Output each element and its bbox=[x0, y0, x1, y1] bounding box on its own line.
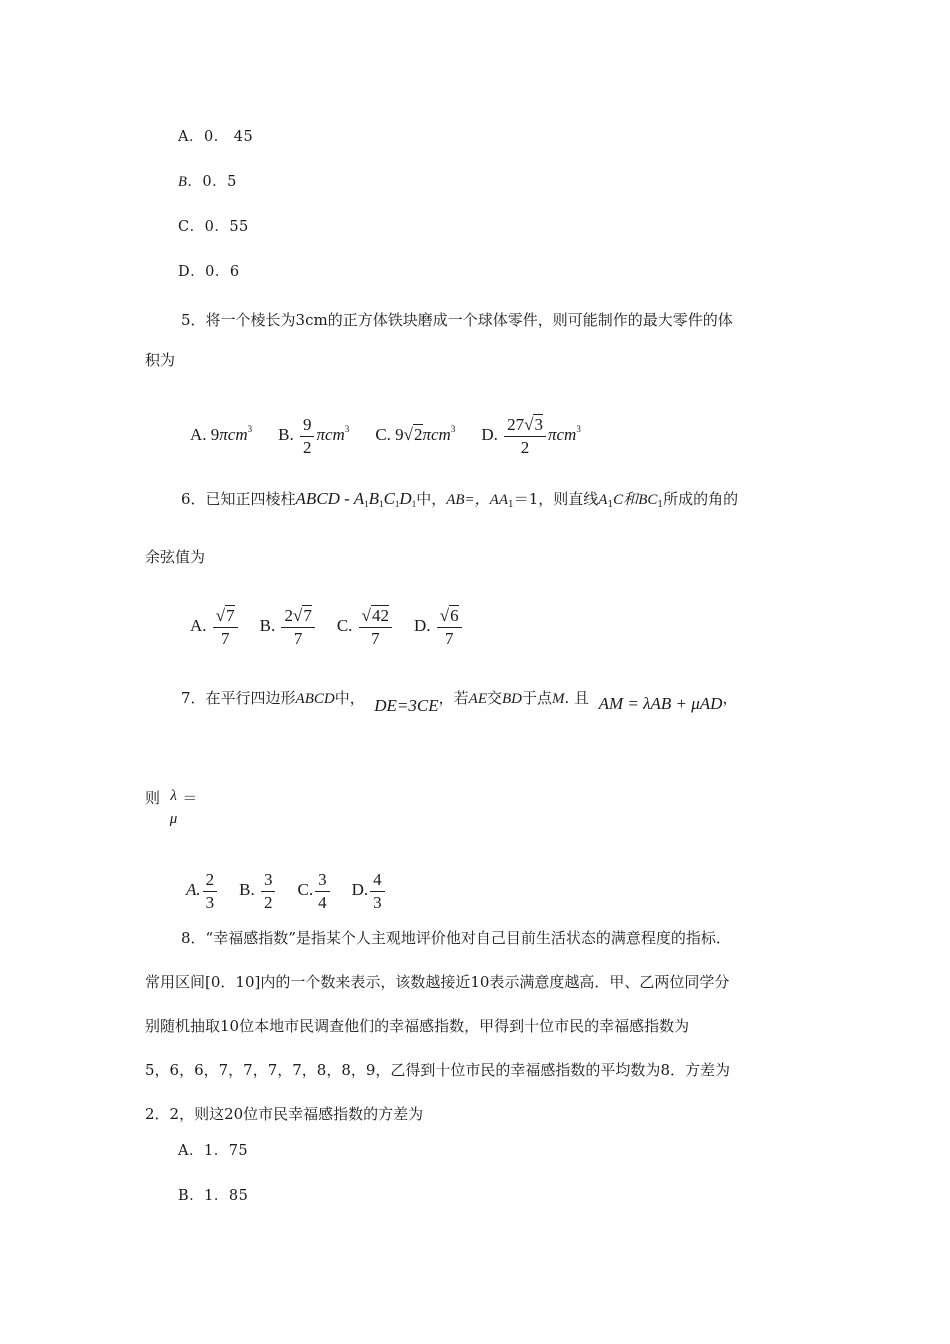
q8-line4: 5，6，6，7，7，7，7，8，8，9，乙得到十位市民的幸福感指数的平均数为8．方差为 bbox=[145, 1061, 730, 1079]
q7-option-a: A. $\frac{2}{3}$ bbox=[186, 865, 219, 915]
q8-line2: 常用区间[0．10]内的一个数来表示，该数越接近10表示满意度越高．甲、乙两位同学分 bbox=[145, 973, 730, 991]
q8-option-b: B．1．85 bbox=[178, 1188, 249, 1204]
q6-option-c: C. $\frac{√42}{7}$ bbox=[337, 601, 394, 651]
q7-vector-eq: AM = λAB + μAD bbox=[598, 694, 723, 713]
q6-options bbox=[190, 600, 464, 652]
q4-option-d: D．0．6 bbox=[178, 264, 240, 280]
q8-line3: 别随机抽取10位本地市民调查他们的幸福感指数，甲得到十位市民的幸福感指数为 bbox=[145, 1017, 690, 1035]
q7-option-c: C. $\frac{3}{4}$ bbox=[297, 865, 331, 915]
q7-de-eq: DE=3CE bbox=[374, 696, 439, 715]
q5-options bbox=[190, 406, 581, 458]
q4-option-b-text: ．0．5 bbox=[187, 174, 237, 190]
q8-line5: 2．2，则这20位市民幸福感指数的方差为 bbox=[145, 1105, 424, 1123]
q5-option-d: D. $\frac{27√3}{2}$ πcm$^3$ bbox=[481, 414, 581, 457]
q6-option-d: D. $\frac{√6}{7}$ bbox=[414, 601, 464, 651]
q4-option-a: A．0． 45 bbox=[178, 129, 254, 145]
q4-option-c: C．0．55 bbox=[178, 219, 249, 235]
q4-option-b bbox=[178, 172, 237, 192]
q7-option-d: D. $\frac{4}{3}$ bbox=[352, 865, 387, 915]
q5-option-a: A. 9πcm$^3$ bbox=[190, 424, 253, 444]
q7-options bbox=[186, 864, 387, 916]
q7-stem-line2: 则 λ μ ＝ bbox=[145, 788, 197, 836]
q7-lambda-over-mu: λ μ bbox=[169, 788, 178, 827]
q8-option-a: A．1．75 bbox=[178, 1143, 249, 1159]
q5-option-c: C. 9√2πcm$^3$ bbox=[375, 424, 456, 444]
q6-stem-line1: 6．已知正四棱柱ABCD - $A_1B_1C_1D_1$中，AB=，$AA_1=1$，则直线$A_1C$和$BC_1$所成的角的 bbox=[181, 489, 739, 510]
q4-option-b-letter: B bbox=[178, 174, 188, 190]
q7-option-b: B. $\frac{3}{2}$ bbox=[239, 865, 277, 915]
q6-option-a: A. $\frac{√7}{7}$ bbox=[190, 601, 240, 651]
q6-stem-line2: 余弦值为 bbox=[145, 548, 206, 566]
q6-prism: ABCD - $A_1B_1C_1D_1$ bbox=[295, 489, 417, 509]
q5-option-b: B. $\frac{9}{2}$ πcm$^3$ bbox=[278, 414, 350, 457]
q7-stem-line1: 7．在平行四边形ABCD中， DE=3CE，若AE交BD于点M. 且 AM = λAB + μAD， bbox=[181, 689, 738, 715]
q8-line1: 8．“幸福感指数”是指某个人主观地评价他对自己目前生活状态的满意程度的指标． bbox=[181, 929, 731, 947]
q5-stem-line1: 5．将一个棱长为3cm的正方体铁块磨成一个球体零件，则可能制作的最大零件的体 bbox=[181, 311, 733, 329]
q5-stem-line2: 积为 bbox=[145, 351, 176, 369]
q6-option-b: B. $\frac{2√7}{7}$ bbox=[260, 601, 317, 651]
